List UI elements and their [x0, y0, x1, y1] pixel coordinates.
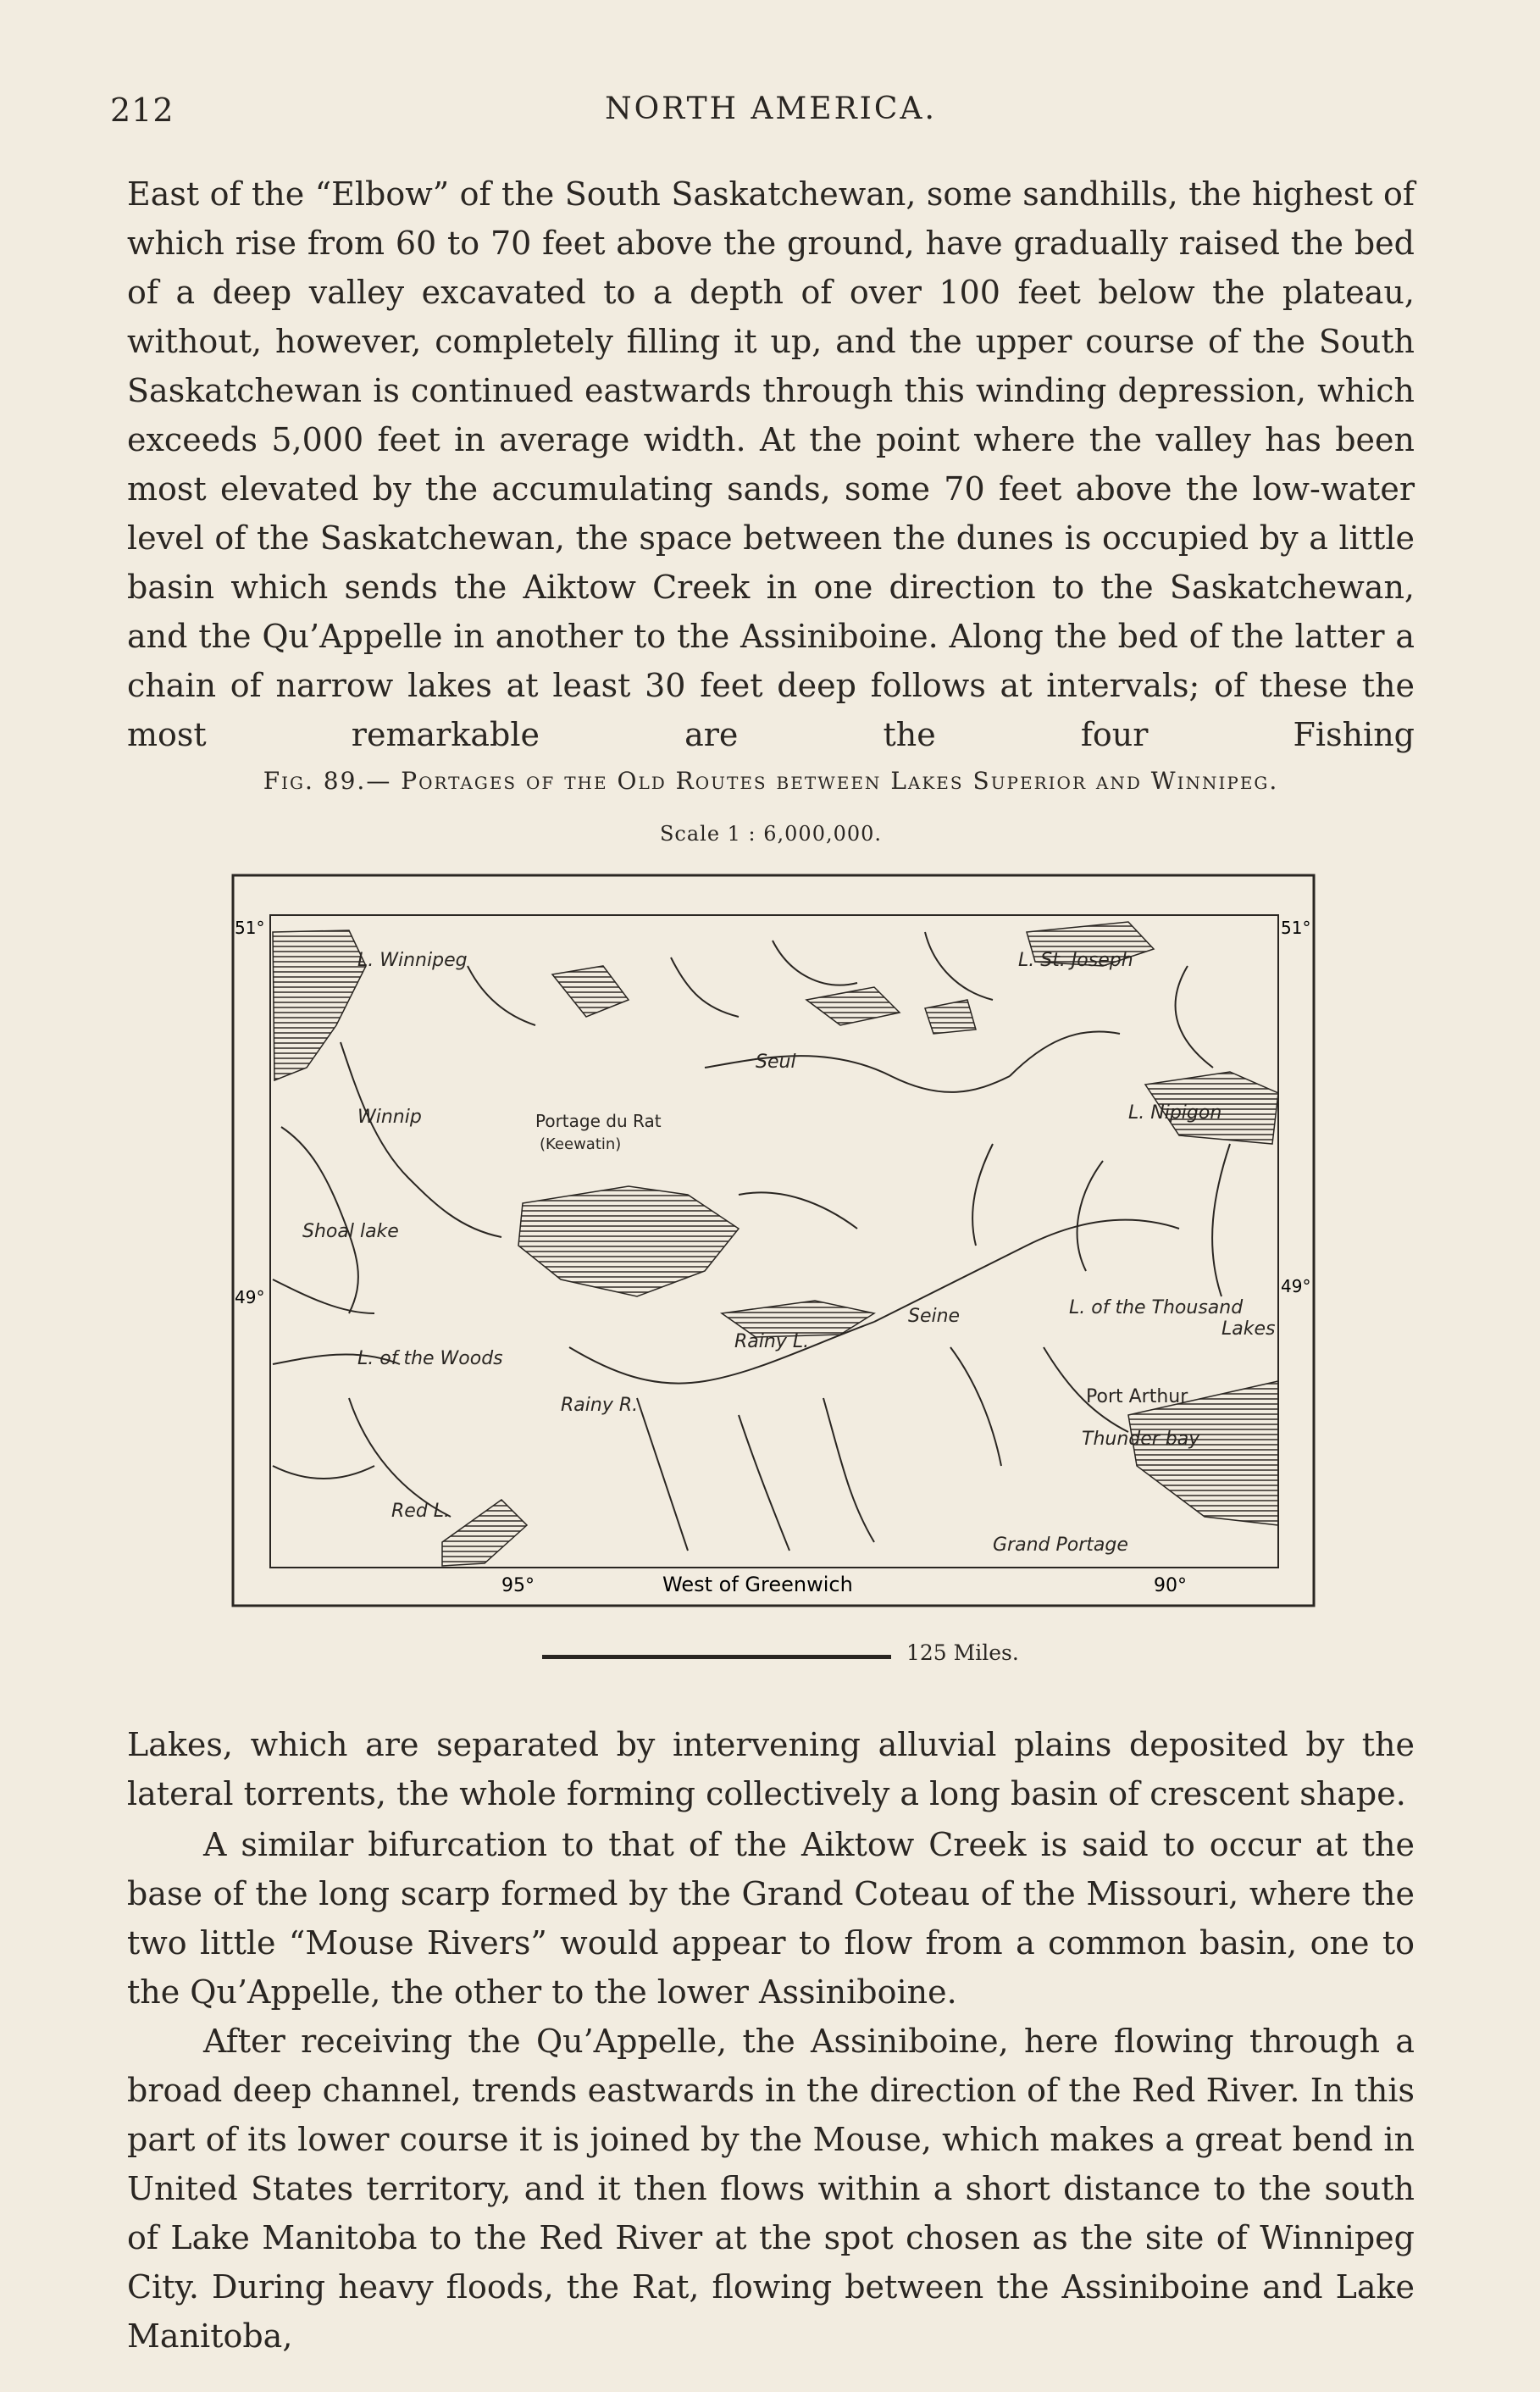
lon-label-greenwich: West of Greenwich [662, 1573, 853, 1596]
place-lake-of-the-thousand: L. of the Thousand [1069, 1297, 1244, 1318]
lake-winnipeg-shape [273, 930, 366, 1080]
place-shoal-lake: Shoal lake [302, 1221, 399, 1242]
red-lake-shape [442, 1500, 527, 1566]
place-lake-nipigon: L. Nipigon [1128, 1102, 1222, 1124]
figure-scale: Scale 1 : 6,000,000. [659, 822, 883, 846]
place-portage-du-rat: Portage du Rat [535, 1111, 662, 1131]
place-seine: Seine [908, 1306, 961, 1327]
place-lake-of-the-woods: L. of the Woods [357, 1348, 503, 1369]
figure-map [230, 873, 1316, 1608]
place-seul: Seul [756, 1052, 796, 1073]
running-head: NORTH AMERICA. [605, 92, 937, 126]
place-lakes: Lakes [1221, 1318, 1276, 1340]
paragraph-bifurcation: A similar bifurcation to that of the Aiktow Creek is said to occur at the base of the long scarp formed by the Grand Coteau of the Missouri, where the two little “Mouse Rivers” would appear to flow from a common basin, one to the Qu’Appelle, the other to the lower Assiniboine. [127, 1826, 1415, 2011]
place-rainy-lake: Rainy L. [734, 1331, 810, 1352]
place-port-arthur: Port Arthur [1086, 1386, 1188, 1407]
lon-label-90: 90° [1154, 1575, 1187, 1596]
lat-label-49-right: 49° [1281, 1276, 1311, 1296]
lat-label-51-left: 51° [235, 918, 265, 938]
place-grand-portage: Grand Portage [993, 1535, 1128, 1556]
place-lake-winnipeg: L. Winnipeg [357, 950, 468, 971]
place-thunder-bay: Thunder bay [1082, 1429, 1200, 1450]
place-keewatin: (Keewatin) [540, 1135, 622, 1153]
paragraph-top: East of the “Elbow” of the South Saskatchewan, some sandhills, the highest of which rise from 60 to 70 feet above the ground, have gradually raised the bed of a deep valley excavated to a depth of over 100 feet below the plateau, without, however, completely filling it up, and the upper course of the South Saskatchewan is continued eastwards through this winding depression, which exceeds 5,000 feet in average width. At the point where the valley has been most elevated by the accumulating sands, some 70 feet above the low-water level of the Saskatchewan, the space between the dunes is occupied by a little basin which sends the Aiktow Creek in one direction to the Saskatchewan, and the Qu’Appelle in another to the Assiniboine. Along the bed of the latter a chain of narrow lakes at least 30 feet deep follows at intervals; of these the most remarkable are the four Fishing [127, 175, 1415, 753]
place-red-lake: Red L. [391, 1501, 451, 1522]
map-svg [230, 873, 1316, 1608]
lake-of-the-woods-shape [518, 1186, 739, 1296]
place-lake-st-joseph: L. St. Joseph [1018, 950, 1133, 971]
lat-label-49-left: 49° [235, 1287, 265, 1307]
figure-caption: Fig. 89.— Portages of the Old Routes between Lakes Superior and Winnipeg. [263, 767, 1279, 795]
map-rivers [273, 932, 1230, 1551]
scale-bar-label: 125 Miles. [906, 1640, 1019, 1665]
place-rainy-river: Rainy R. [561, 1395, 639, 1416]
map-inner-frame [270, 915, 1278, 1568]
place-winnip: Winnip [357, 1107, 422, 1128]
small-lake-1 [552, 966, 629, 1017]
lon-label-95: 95° [501, 1575, 535, 1596]
lat-label-51-right: 51° [1281, 918, 1311, 938]
page-number: 212 [110, 92, 174, 129]
scale-bar-line [542, 1655, 891, 1659]
map-scale-bar [542, 1640, 1050, 1674]
paragraph-assiniboine: After receiving the Qu’Appelle, the Assiniboine, here flowing through a broad deep channel, trends eastwards in the direction of the Red River. In this part of its lower course it is joined by the Mouse, which makes a great bend in United States territory, and it then flows within a short distance to the south of Lake Manitoba to the Red River at the spot chosen as the site of Winnipeg City. During heavy floods, the Rat, flowing between the Assiniboine and Lake Manitoba, [127, 2023, 1415, 2355]
page-header [110, 92, 1432, 142]
lac-seul-shape [806, 987, 900, 1025]
small-lake-2 [925, 1000, 976, 1034]
paragraph-lakes: Lakes, which are separated by intervening alluvial plains deposited by the lateral torrents, the whole forming collectively a long basin of crescent shape. [127, 1726, 1415, 1812]
